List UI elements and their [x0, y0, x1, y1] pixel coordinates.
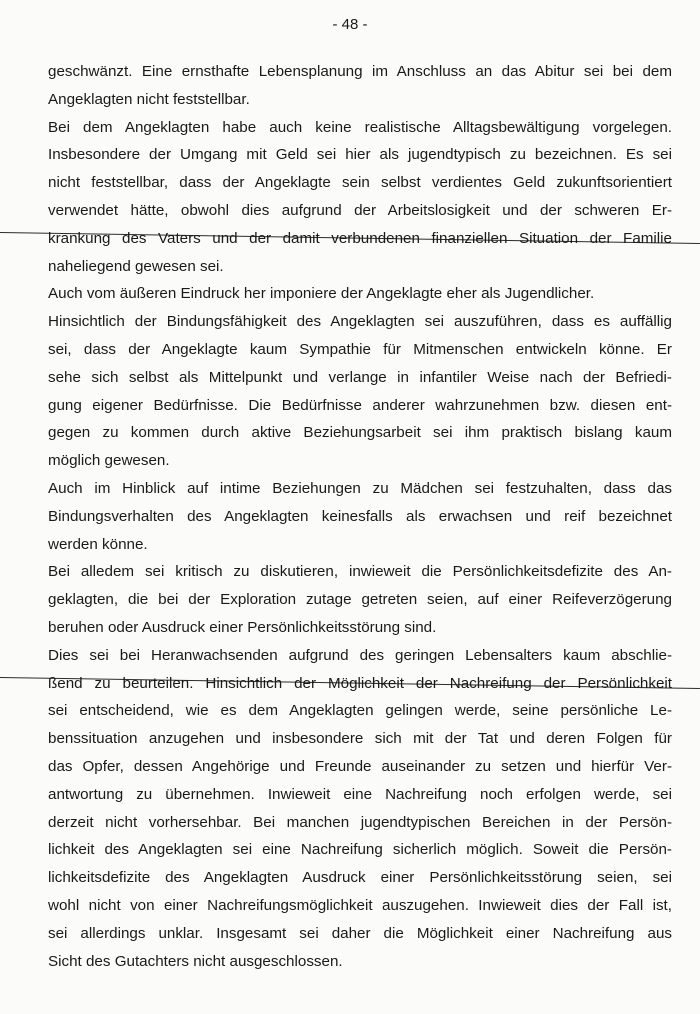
text-line: antwortung zu übernehmen. Inwieweit eine Nachreifung noch erfolgen werde, sei — [48, 785, 672, 803]
text-line: das Opfer, dessen Angehörige und Freunde auseinander zu setzen und hierfür Ver- — [48, 757, 672, 775]
text-line: krankung des Vaters und der damit verbundenen finanziellen Situation der Familie — [48, 229, 672, 247]
text-line: nicht feststellbar, dass der Angeklagte sein selbst verdientes Geld zukunftsorientiert — [48, 174, 672, 192]
text-line: Bei alledem sei kritisch zu diskutieren, inwieweit die Persönlichkeitsdefizite des An- — [48, 563, 672, 581]
text-line: ßend zu beurteilen. Hinsichtlich der Möglichkeit der Nachreifung der Persönlichkeit — [48, 674, 672, 692]
text-line: gegen zu kommen durch aktive Beziehungsarbeit sei ihm praktisch bislang kaum — [48, 424, 672, 442]
text-line: sehe sich selbst als Mittelpunkt und verlange in infantiler Weise nach der Befriedi- — [48, 368, 672, 386]
text-line: wohl nicht von einer Nachreifungsmöglichkeit auszugehen. Inwieweit dies der Fall ist, — [48, 896, 672, 914]
text-line: sei, dass der Angeklagte kaum Sympathie für Mitmenschen entwickeln könne. Er — [48, 340, 672, 358]
document-body — [48, 58, 672, 975]
text-line: Angeklagten nicht feststellbar. — [48, 90, 250, 108]
text-line: sei entscheidend, wie es dem Angeklagten gelingen werde, seine persönliche Le- — [48, 702, 672, 720]
text-line: Bindungsverhalten des Angeklagten keinesfalls als erwachsen und reif bezeichnet — [48, 507, 672, 525]
text-line: werden könne. — [48, 535, 148, 553]
text-line: Insbesondere der Umgang mit Geld sei hier als jugendtypisch zu bezeichnen. Es sei — [48, 146, 672, 164]
text-line: möglich gewesen. — [48, 452, 170, 470]
text-line: naheliegend gewesen sei. — [48, 257, 224, 275]
text-line: geklagten, die bei der Exploration zutage getreten seien, auf einer Reifeverzögerung — [48, 591, 672, 609]
text-line: geschwänzt. Eine ernsthafte Lebensplanung im Anschluss an das Abitur sei bei dem — [48, 63, 672, 80]
text-line: derzeit nicht vorhersehbar. Bei manchen jugendtypischen Bereichen in der Persön- — [48, 813, 672, 831]
page-number: - 48 - — [332, 16, 368, 33]
text-line: verwendet hätte, obwohl dies aufgrund der Arbeitslosigkeit und der schweren Er- — [48, 201, 672, 219]
text-line: Auch vom äußeren Eindruck her imponiere der Angeklagte eher als Jugendlicher. — [48, 285, 595, 303]
text-line: lichkeit des Angeklagten sei eine Nachreifung sicherlich möglich. Soweit die Persön- — [48, 841, 672, 859]
text-line: Dies sei bei Heranwachsenden aufgrund des geringen Lebensalters kaum abschlie- — [48, 646, 672, 664]
text-line: Auch im Hinblick auf intime Beziehungen zu Mädchen sei festzuhalten, dass das — [48, 479, 672, 497]
text-line: lichkeitsdefizite des Angeklagten Ausdruck einer Persönlichkeitsstörung seien, sei — [48, 869, 672, 887]
text-line: benssituation anzugehen und insbesondere sich mit der Tat und deren Folgen für — [48, 730, 672, 748]
text-line: beruhen oder Ausdruck einer Persönlichkeitsstörung sind. — [48, 618, 437, 636]
text-line: Bei dem Angeklagten habe auch keine realistische Alltagsbewältigung vorgelegen. — [48, 118, 672, 136]
text-line: gung eigener Bedürfnisse. Die Bedürfnisse anderer wahrzunehmen bzw. diesen ent- — [48, 396, 672, 414]
text-line: Sicht des Gutachters nicht ausgeschlossen. — [48, 952, 343, 970]
text-line: Hinsichtlich der Bindungsfähigkeit des Angeklagten sei auszuführen, dass es auffällig — [48, 313, 672, 331]
text-line: sei allerdings unklar. Insgesamt sei daher die Möglichkeit einer Nachreifung aus — [48, 924, 672, 942]
